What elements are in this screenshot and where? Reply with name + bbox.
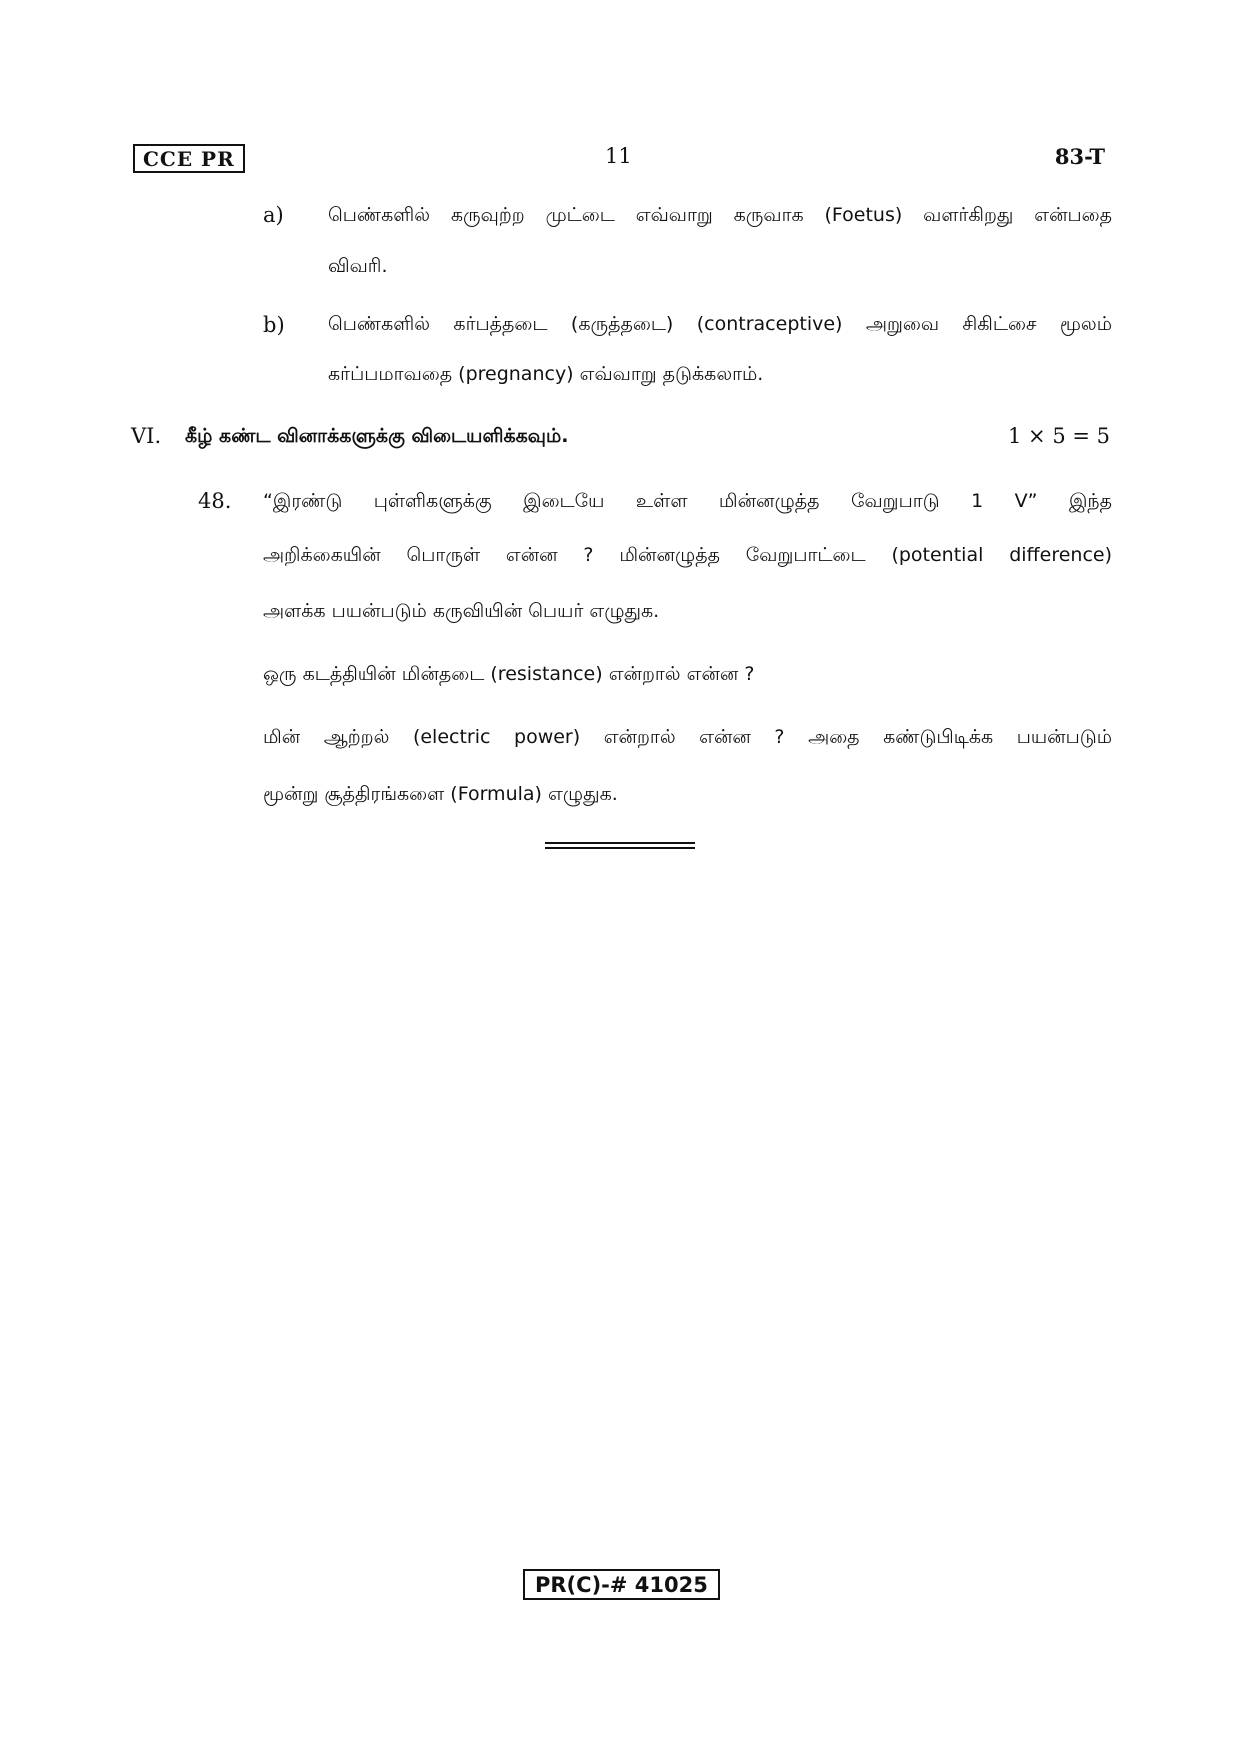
item-a-text-line-2: விவரி.	[328, 255, 388, 277]
footer-code-box: PR(C)-# 41025	[523, 1569, 720, 1600]
section-marks: 1 × 5 = 5	[1008, 424, 1110, 448]
question-number: 48.	[198, 489, 232, 513]
section-roman-numeral: VI.	[131, 424, 162, 448]
item-a-text-line-1: பெண்களில் கருவுற்ற முட்டை எவ்வாறு கருவாக (Foetus) வளர்கிறது என்பதை	[328, 204, 1112, 226]
end-rule-top	[545, 842, 695, 844]
item-a-label: a)	[263, 203, 284, 227]
item-b-label: b)	[263, 313, 285, 337]
page-number: 11	[605, 144, 632, 168]
question-line-3: அளக்க பயன்படும் கருவியின் பெயர் எழுதுக.	[263, 600, 660, 622]
item-b-text-line-1: பெண்களில் கர்பத்தடை (கருத்தடை) (contraceptive) அறுவை சிகிட்சை மூலம்	[328, 313, 1112, 335]
question-line-1: “இரண்டு புள்ளிகளுக்கு இடையே உள்ள மின்னழுத்த வேறுபாடு 1 V” இந்த	[263, 490, 1112, 512]
paper-code: 83-T	[1054, 144, 1105, 169]
end-rule-bottom	[545, 847, 695, 849]
section-heading: கீழ் கண்ட வினாக்களுக்கு விடையளிக்கவும்.	[185, 425, 569, 447]
question-line-5: மின் ஆற்றல் (electric power) என்றால் என்ன ? அதை கண்டுபிடிக்க பயன்படும்	[263, 726, 1112, 748]
question-line-6: மூன்று சூத்திரங்களை (Formula) எழுதுக.	[263, 783, 618, 805]
item-b-text-line-2: கர்ப்பமாவதை (pregnancy) எவ்வாறு தடுக்கலாம்.	[328, 363, 764, 385]
question-line-4: ஒரு கடத்தியின் மின்தடை (resistance) என்றால் என்ன ?	[263, 663, 755, 685]
exam-code-box: CCE PR	[133, 144, 245, 173]
question-line-2: அறிக்கையின் பொருள் என்ன ? மின்னழுத்த வேறுபாட்டை (potential difference)	[263, 544, 1112, 566]
